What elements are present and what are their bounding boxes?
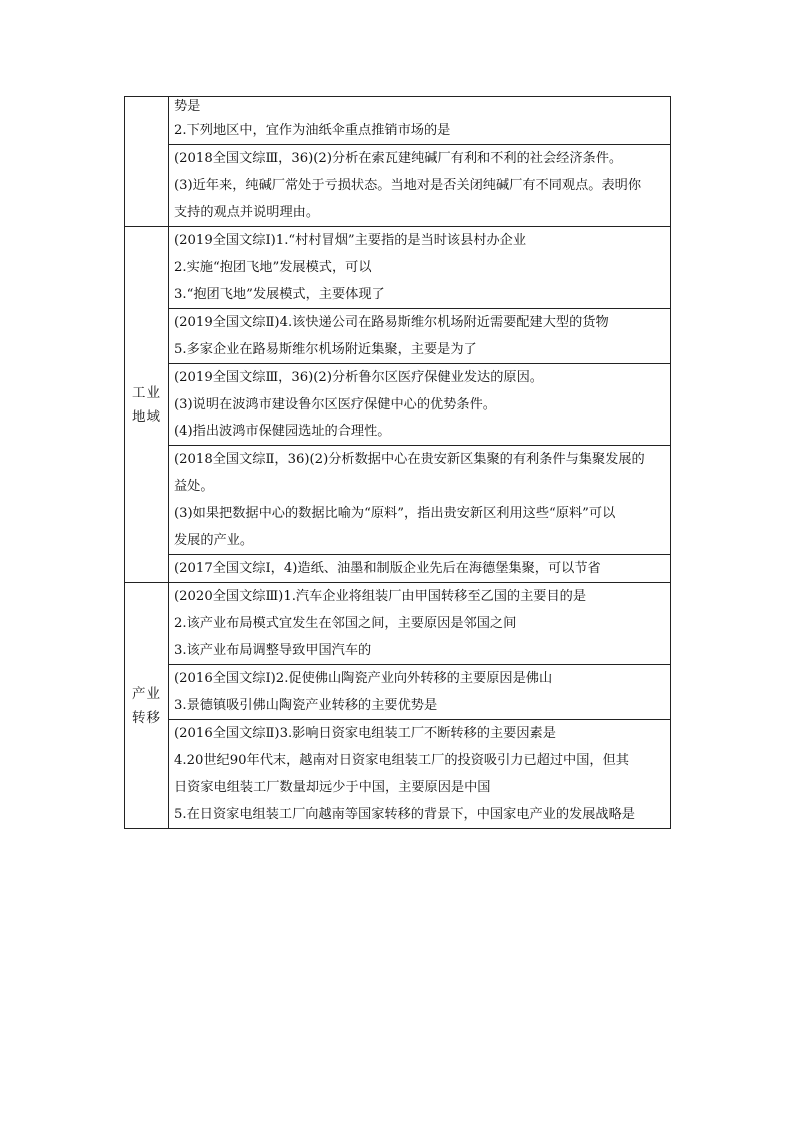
category-cell-industrial-region (125, 227, 169, 583)
question-line: (3)说明在波鸿市建设鲁尔区医疗保健中心的优势条件。 (174, 397, 496, 412)
question-line: 势是 (174, 99, 201, 114)
table-row (125, 555, 671, 583)
category-label: 产业 (132, 685, 161, 702)
question-group (169, 227, 671, 309)
question-line: (2020全国文综Ⅲ)1.汽车企业将组装厂由甲国转移至乙国的主要目的是 (174, 589, 587, 604)
question-line: (2017全国文综Ⅰ，4)造纸、油墨和制版企业先后在海德堡集聚，可以节省 (174, 561, 601, 576)
question-line: 3.景德镇吸引佛山陶瓷产业转移的主要优势是 (174, 698, 438, 713)
category-cell-blank (125, 97, 169, 227)
question-group (169, 309, 671, 364)
question-line: 发展的产业。 (174, 533, 254, 548)
question-line: 2.该产业布局模式宜发生在邻国之间，主要原因是邻国之间 (174, 616, 517, 631)
category-label: 工业 (132, 384, 161, 401)
question-line: (2018全国文综Ⅲ，36)(2)分析在索瓦建纯碱厂有利和不利的社会经济条件。 (174, 151, 623, 166)
question-group (169, 145, 671, 227)
question-line: 支持的观点并说明理由。 (174, 205, 320, 220)
question-line: (2019全国文综Ⅲ，36)(2)分析鲁尔区医疗保健业发达的原因。 (174, 370, 543, 385)
category-cell-industry-transfer (125, 583, 169, 829)
question-line: 3.该产业布局调整导致甲国汽车的 (174, 643, 372, 658)
question-line: 5.多家企业在路易斯维尔机场附近集聚，主要是为了 (174, 342, 477, 357)
question-line: 4.20世纪90年代末，越南对日资家电组装工厂的投资吸引力已超过中国，但其 (174, 753, 629, 768)
table-row (125, 364, 671, 446)
question-line: 3.“抱团飞地”发展模式，主要体现了 (174, 287, 385, 302)
question-group (169, 665, 671, 720)
question-group (169, 446, 671, 555)
question-line: 益处。 (174, 479, 214, 494)
question-line: 5.在日资家电组装工厂向越南等国家转移的背景下，中国家电产业的发展战略是 (174, 807, 635, 822)
table-row (125, 227, 671, 309)
question-group (169, 720, 671, 829)
table-row (125, 145, 671, 227)
question-line: (2019全国文综Ⅱ)4.该快递公司在路易斯维尔机场附近需要配建大型的货物 (174, 315, 609, 330)
table-row (125, 97, 671, 145)
question-line: (3)近年来，纯碱厂常处于亏损状态。当地对是否关闭纯碱厂有不同观点。表明你 (174, 178, 642, 193)
exam-question-table (124, 96, 671, 829)
question-line: (2016全国文综Ⅰ)2.促使佛山陶瓷产业向外转移的主要原因是佛山 (174, 671, 553, 686)
question-line: (4)指出波鸿市保健园选址的合理性。 (174, 424, 391, 439)
question-line: 2.实施“抱团飞地”发展模式，可以 (174, 260, 372, 275)
question-line: (3)如果把数据中心的数据比喻为“原料”，指出贵安新区利用这些“原料”可以 (174, 506, 616, 521)
table-row (125, 665, 671, 720)
question-line: (2019全国文综Ⅰ)1.“村村冒烟”主要指的是当时该县村办企业 (174, 233, 527, 248)
table-row (125, 309, 671, 364)
question-line: (2016全国文综Ⅱ)3.影响日资家电组装工厂不断转移的主要因素是 (174, 726, 556, 741)
question-group (169, 555, 671, 583)
table-row (125, 720, 671, 829)
question-group (169, 97, 671, 145)
question-line: (2018全国文综Ⅱ，36)(2)分析数据中心在贵安新区集聚的有利条件与集聚发展的 (174, 452, 645, 467)
question-group (169, 364, 671, 446)
question-line: 2.下列地区中，宜作为油纸伞重点推销市场的是 (174, 123, 451, 138)
category-label: 转移 (132, 709, 161, 726)
table-row (125, 583, 671, 665)
category-label: 地域 (132, 408, 161, 425)
question-group (169, 583, 671, 665)
question-line: 日资家电组装工厂数量却远少于中国，主要原因是中国 (174, 780, 491, 795)
table-row (125, 446, 671, 555)
